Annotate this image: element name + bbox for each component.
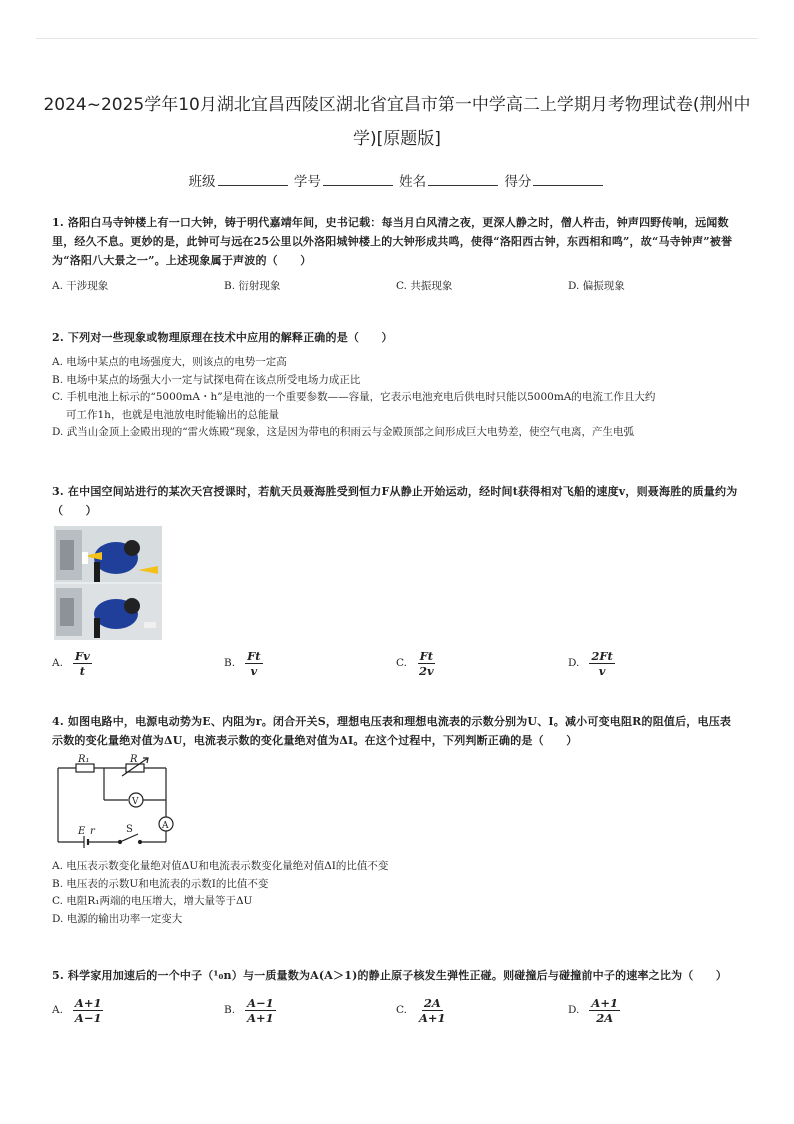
option-d[interactable] xyxy=(568,993,740,1027)
option-d-denominator: v xyxy=(598,663,606,678)
class-field[interactable] xyxy=(218,171,288,186)
question-2 xyxy=(52,328,742,442)
question-5-options xyxy=(52,993,742,1027)
question-3-stem: 3. 在中国空间站进行的某次天宫授课时，若航天员聂海胜受到恒力F从静止开始运动，经时间t获得相对飞船的速度v，则聂海胜的质量约为（ ） xyxy=(52,485,738,517)
option-b-denominator: A+1 xyxy=(247,1010,274,1025)
circuit-diagram xyxy=(54,754,184,854)
question-2-stem: 2. 下列对一些现象或物理原理在技术中应用的解释正确的是（ ） xyxy=(52,331,393,344)
option-c-denominator: A+1 xyxy=(419,1010,446,1025)
option-a-letter: A. xyxy=(52,1004,63,1016)
question-3-options xyxy=(52,646,742,680)
option-d[interactable]: D. 武当山金顶上金殿出现的“雷火炼殿”现象，这是因为带电的积雨云与金殿顶部之间形成巨大电势差，使空气电离，产生电弧 xyxy=(52,426,634,438)
option-b[interactable]: B. 电压表的示数U和电流表的示数I的比值不变 xyxy=(52,877,269,890)
option-a[interactable]: A. 电场中某点的电场强度大，则该点的电势一定高 xyxy=(52,356,287,368)
option-d[interactable] xyxy=(568,646,740,680)
option-d-denominator: 2A xyxy=(596,1010,614,1025)
option-c-continued: 可工作1h，也就是电池放电时能输出的总能量 xyxy=(66,408,279,421)
option-b-denominator: v xyxy=(250,663,258,678)
question-1-stem: 1. 洛阳白马寺钟楼上有一口大钟，铸于明代嘉靖年间，史书记载：每当月白风清之夜，更深人静之时，僧人杵击，钟声四野传响，远闻数里，经久不息。更妙的是，此钟可与远在25公里以外洛阳城钟楼上的大钟形成共鸣，使得“洛阳西古钟，东西相和鸣”，故“马寺钟声”被誉为“洛阳八大景之一”。上述现象属于声波的（ ） xyxy=(52,216,733,267)
option-c[interactable]: C. 手机电池上标示的“5000mA・h”是电池的一个重要参数——容量，它表示电池充电后供电时只能以5000mA的电流工作且大约 xyxy=(52,391,656,403)
question-2-options xyxy=(52,354,742,442)
option-c-numerator: 2A xyxy=(423,995,441,1010)
page-title: 2024~2025学年10月湖北宜昌西陵区湖北省宜昌市第一中学高二上学期月考物理试卷(荆州中学)[原题版] xyxy=(43,95,751,149)
option-c-denominator: 2v xyxy=(419,663,434,678)
option-a-denominator: t xyxy=(79,663,85,678)
label-switch: S xyxy=(126,824,133,835)
option-c-letter: C. xyxy=(396,1004,407,1016)
student-id-label: 学号 xyxy=(293,174,321,190)
option-c[interactable]: C. 电阻R₁两端的电压增大，增大量等于ΔU xyxy=(52,895,253,907)
option-d-letter: D. xyxy=(568,1004,580,1016)
question-4 xyxy=(52,712,742,750)
name-field[interactable] xyxy=(428,171,498,186)
ammeter-label: A xyxy=(162,821,169,831)
option-d-numerator: A+1 xyxy=(591,995,618,1010)
option-b-numerator: Ft xyxy=(247,648,261,663)
option-a-numerator: A+1 xyxy=(74,995,102,1010)
option-a-denominator: A−1 xyxy=(74,1010,102,1025)
voltmeter-label: V xyxy=(132,797,139,807)
option-a-letter: A. xyxy=(52,657,63,669)
option-c[interactable]: C. 共振现象 xyxy=(396,280,453,292)
option-d[interactable]: D. 偏振现象 xyxy=(568,280,625,292)
option-c-numerator: Ft xyxy=(419,648,434,663)
option-a-numerator: Fv xyxy=(74,648,90,663)
class-label: 班级 xyxy=(188,174,216,190)
score-field[interactable] xyxy=(533,171,603,186)
label-r1: R₁ xyxy=(78,754,90,765)
option-a[interactable] xyxy=(52,993,224,1027)
header-divider xyxy=(36,38,758,39)
option-b[interactable] xyxy=(224,993,396,1027)
option-b[interactable]: B. 衍射现象 xyxy=(224,280,281,292)
option-b-letter: B. xyxy=(224,1004,236,1016)
option-c-letter: C. xyxy=(396,657,407,669)
option-b-letter: B. xyxy=(224,657,236,669)
question-4-stem: 4. 如图电路中，电源电动势为E、内阻为r。闭合开关S，理想电压表和理想电流表的示数分别为U、I。减小可变电阻R的阻值后，电压表示数的变化量绝对值为ΔU，电流表示数的变化量绝对值为ΔI。在这个过程中，下列判断正确的是（ ） xyxy=(52,715,732,747)
name-label: 姓名 xyxy=(399,174,427,190)
label-r: R xyxy=(130,754,138,765)
question-1-options xyxy=(52,277,742,295)
question-5 xyxy=(52,966,742,1027)
student-id-field[interactable] xyxy=(323,171,393,186)
question-5-stem: 5. 科学家用加速后的一个中子（¹₀n）与一质量数为A(A＞1)的静止原子核发生弹性正碰。则碰撞后与碰撞前中子的速率之比为（ ） xyxy=(52,969,728,982)
student-info-row xyxy=(0,170,794,190)
option-d-letter: D. xyxy=(568,657,580,669)
score-label: 得分 xyxy=(504,174,532,190)
option-b-numerator: A−1 xyxy=(247,995,274,1010)
label-internal-r: r xyxy=(90,826,95,837)
option-d[interactable]: D. 电源的输出功率一定变大 xyxy=(52,912,183,925)
option-b[interactable]: B. 电场中某点的场强大小一定与试探电荷在该点所受电场力成正比 xyxy=(52,373,361,386)
option-a[interactable]: A. 干涉现象 xyxy=(52,280,109,292)
option-a[interactable] xyxy=(52,646,224,680)
option-c[interactable] xyxy=(396,993,568,1027)
question-4-options xyxy=(52,858,742,928)
option-c[interactable] xyxy=(396,646,568,680)
label-e: E xyxy=(78,826,86,837)
space-station-photo xyxy=(54,526,162,640)
option-b[interactable] xyxy=(224,646,396,680)
option-a[interactable]: A. 电压表示数变化量绝对值ΔU和电流表示数变化量绝对值ΔI的比值不变 xyxy=(52,860,389,872)
question-3 xyxy=(52,482,742,520)
option-d-numerator: 2Ft xyxy=(591,648,613,663)
question-1 xyxy=(52,213,742,295)
